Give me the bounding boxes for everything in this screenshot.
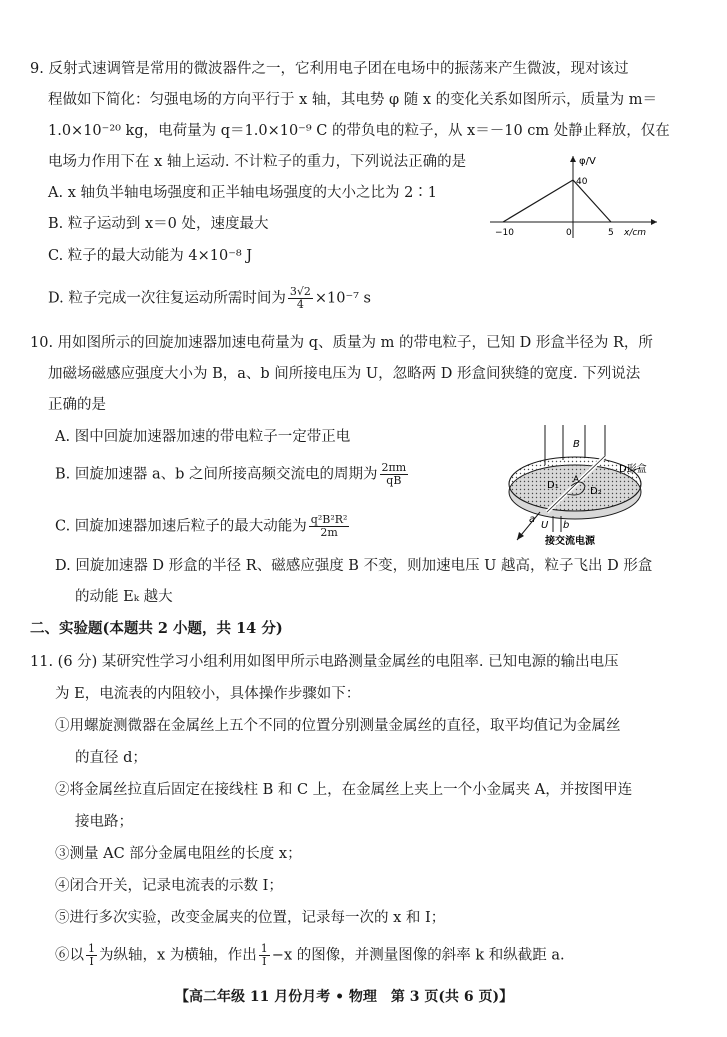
q9-option-d-denominator: 4 — [296, 298, 304, 311]
section-2-title: 二、实验题(本题共 2 小题，共 14 分) — [30, 620, 283, 637]
fraction-denominator: I — [262, 955, 267, 968]
q9-option-a: A. x 轴负半轴电场强度和正半轴电场强度的大小之比为 2∶1 — [48, 185, 438, 201]
q10-option-d-line-1: D. 回旋加速器 D 形盒的半径 R、磁感应强度 B 不变，则加速电压 U 越高，粒子飞出 D 形盒 — [55, 558, 653, 574]
fraction-numerator: 1 — [260, 942, 268, 955]
q10-option-c-fraction — [309, 514, 350, 539]
q10-option-b-numerator: 2πm — [381, 461, 407, 474]
q10-option-a: A. 图中回旋加速器加速的带电粒子一定带正电 — [55, 429, 351, 445]
figure-caption: 接交流电源 — [545, 536, 595, 547]
x-axis-label: x/cm — [624, 228, 647, 238]
tick-origin: 0 — [566, 228, 572, 238]
q11-step-1: ①用螺旋测微器在金属丝上五个不同的位置分别测量金属丝的直径，取平均值记为金属丝 — [55, 718, 621, 734]
q10-cyclotron-figure — [495, 420, 670, 550]
q9-line-3: 1.0×10⁻²⁰ kg，电荷量为 q＝1.0×10⁻⁹ C 的带负电的粒子，从 x＝－10 cm 处静止释放，仅在 — [48, 123, 670, 139]
label-a-point: A — [573, 475, 580, 485]
page-footer: 【高二年级 11 月份月考 • 物理 第 3 页(共 6 页)】 — [175, 989, 514, 1005]
peak-value-label: 40 — [576, 177, 588, 187]
q9-potential-graph — [485, 150, 665, 245]
q9-line-1: 9. 反射式速调管是常用的微波器件之一，它利用电子团在电场中的振荡来产生微波，现对该过 — [30, 61, 629, 77]
label-d2: D₂ — [590, 486, 602, 497]
q11-step-5: ⑤进行多次实验，改变金属夹的位置，记录每一次的 x 和 I； — [55, 910, 446, 926]
label-d1: D₁ — [547, 480, 559, 491]
label-a: a — [529, 514, 536, 525]
y-axis-arrow — [570, 156, 576, 162]
tick-minus-ten: −10 — [495, 228, 514, 238]
q11-step-6-fraction-1 — [86, 943, 97, 968]
potential-curve — [503, 180, 611, 222]
q9-option-c: C. 粒子的最大动能为 4×10⁻⁸ J — [48, 248, 253, 264]
q10-option-c-text: C. 回旋加速器加速后粒子的最大动能为 — [55, 518, 307, 535]
q11-step-6-middle: 为纵轴，x 为横轴，作出 — [99, 947, 257, 964]
q11-line-2: 为 E，电流表的内阻较小，具体操作步骤如下： — [55, 686, 361, 702]
q10-line-2: 加磁场磁感应强度大小为 B，a、b 间所接电压为 U，忽略两 D 形盒间狭缝的宽度. 下列说法 — [48, 366, 641, 382]
q11-line-1: 11. (6 分) 某研究性学习小组利用如图甲所示电路测量金属丝的电阻率. 已知电源的输出电压 — [30, 654, 619, 670]
q11-step-1-cont: 的直径 d； — [75, 750, 147, 766]
q11-step-2-cont: 接电路； — [75, 814, 133, 830]
fraction-denominator: I — [89, 955, 94, 968]
q11-step-6-suffix: −x 的图像，并测量图像的斜率 k 和纵截距 a. — [271, 947, 565, 964]
q10-option-c — [55, 514, 351, 539]
x-axis-arrow — [651, 219, 657, 225]
q10-line-3: 正确的是 — [48, 397, 106, 413]
q11-step-3: ③测量 AC 部分金属电阻丝的长度 x； — [55, 846, 302, 862]
q9-option-d-fraction — [288, 286, 313, 311]
label-b: B — [573, 439, 580, 450]
q10-option-d-line-2: 的动能 Eₖ 越大 — [75, 589, 173, 605]
q11-step-6-prefix: ⑥以 — [55, 947, 84, 964]
q10-option-b-denominator: qB — [386, 474, 402, 487]
fraction-numerator: 1 — [88, 942, 95, 955]
q9-option-d-numerator: 3√2 — [289, 285, 311, 298]
q9-line-4: 电场力作用下在 x 轴上运动. 不计粒子的重力，下列说法正确的是 — [48, 154, 467, 170]
q9-option-d — [48, 286, 371, 311]
label-d-box: D形盒 — [619, 464, 647, 475]
label-u: U — [541, 520, 549, 531]
q11-step-4: ④闭合开关，记录电流表的示数 I； — [55, 878, 283, 894]
q10-option-b — [55, 462, 410, 487]
q9-option-d-unit: ×10⁻⁷ s — [314, 290, 371, 307]
q10-option-c-denominator: 2m — [320, 526, 338, 539]
q9-line-2: 程做如下简化：匀强电场的方向平行于 x 轴，其电势 φ 随 x 的变化关系如图所示，质量为 m＝ — [48, 92, 658, 108]
q10-option-b-text: B. 回旋加速器 a、b 之间所接高频交流电的周期为 — [55, 466, 378, 483]
y-axis-label: φ/V — [579, 156, 596, 167]
q10-line-1: 10. 用如图所示的回旋加速器加速电荷量为 q、质量为 m 的带电粒子，已知 D 形盒半径为 R，所 — [30, 335, 653, 351]
q11-step-6 — [55, 943, 565, 968]
q11-step-6-fraction-2 — [259, 943, 270, 968]
q9-option-d-text: D. 粒子完成一次往复运动所需时间为 — [48, 290, 286, 307]
q11-step-2: ②将金属丝拉直后固定在接线柱 B 和 C 上，在金属丝上夹上一个小金属夹 A，并按图甲连 — [55, 782, 633, 798]
tick-five: 5 — [608, 228, 614, 238]
q10-option-c-numerator: q²B²R² — [310, 513, 348, 526]
q9-option-b: B. 粒子运动到 x＝0 处，速度最大 — [48, 216, 269, 232]
label-b-lead: b — [563, 520, 570, 531]
q10-option-b-fraction — [380, 462, 409, 487]
